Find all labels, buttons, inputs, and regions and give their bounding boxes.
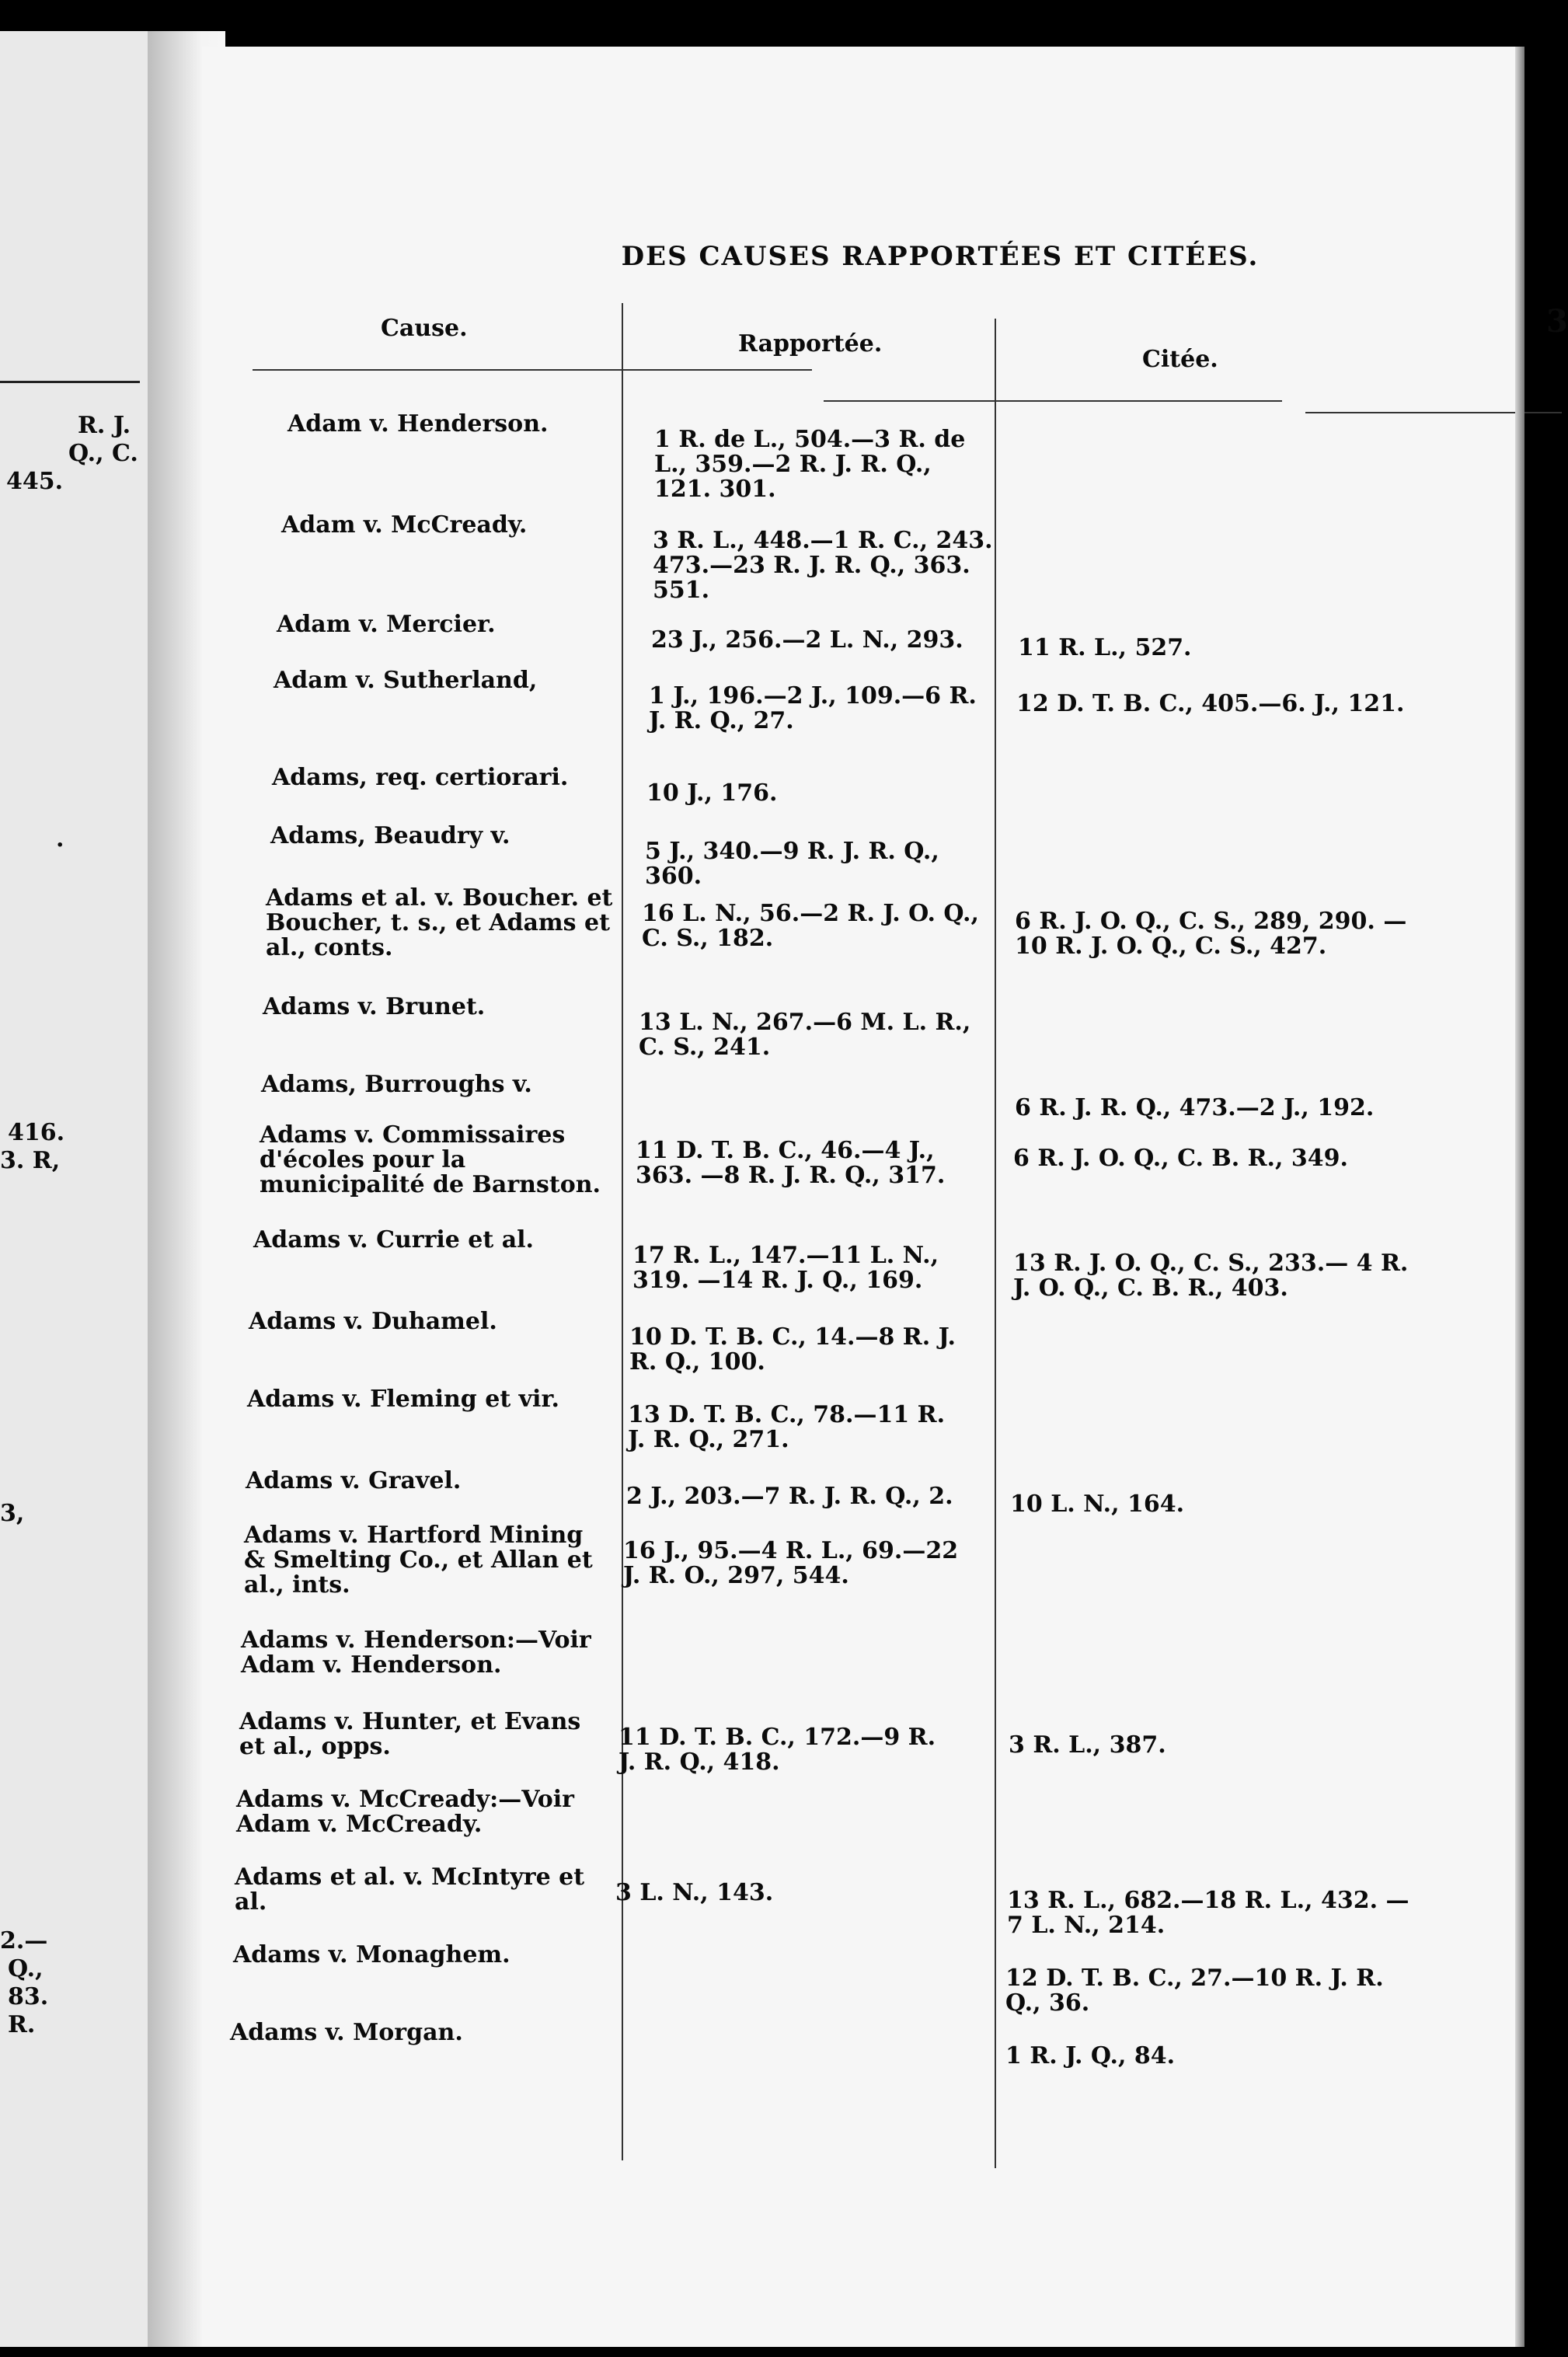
header-rule [253,369,812,371]
previous-page-rule [0,381,140,383]
entry-cause: Adam v. Henderson. [287,410,549,438]
left-fragment: Q., [8,1955,44,1982]
entry-rapportee: 10 J., 176. [646,779,778,807]
left-fragment: 416. [8,1119,65,1146]
left-fragment: 445. [6,468,64,495]
entry-citee: 11 R. L., 527. [1018,634,1192,661]
left-fragment: 83. [8,1983,49,2010]
entry-cause: Adams v. Commissaires d'écoles pour la municipalité de Barnston. [260,1121,601,1198]
left-fragment: R. [8,2011,36,2038]
page-number: 3 [1546,303,1568,340]
column-divider [995,319,996,2168]
entry-cause: Adams v. McCready:—Voir Adam v. McCready. [236,1786,574,1838]
entry-cause: Adams et al. v. McIntyre et al. [235,1864,585,1916]
left-fragment: R. J. [78,412,131,439]
entry-citee: 13 R. J. O. Q., C. S., 233.— 4 R. J. O. Q., C. B. R., 403. [1013,1250,1409,1302]
entry-rapportee: 23 J., 256.—2 L. N., 293. [651,626,963,654]
entry-citee: 6 R. J. O. Q., C. S., 289, 290. —10 R. J. O. Q., C. S., 427. [1015,908,1407,960]
running-head: DES CAUSES RAPPORTÉES ET CITÉES. [621,241,1260,272]
entry-cause: Adams v. Hartford Mining & Smelting Co., et Allan et al., ints. [244,1522,593,1599]
entry-cause: Adams v. Fleming et vir. [247,1386,559,1413]
entry-rapportee: 1 R. de L., 504.—3 R. de L., 359.—2 R. J. R. Q., 121. 301. [654,426,966,503]
page-edge [1515,47,1524,2347]
entry-cause: Adams, Burroughs v. [261,1071,532,1098]
entry-citee: 1 R. J. Q., 84. [1005,2042,1176,2069]
entry-cause: Adams v. Morgan. [230,2019,463,2046]
left-fragment: 2.— [0,1927,48,1954]
entry-citee: 12 D. T. B. C., 405.—6. J., 121. [1016,690,1405,717]
entry-rapportee: 10 D. T. B. C., 14.—8 R. J. R. Q., 100. [629,1323,956,1375]
page [202,47,1568,2347]
entry-citee: 12 D. T. B. C., 27.—10 R. J. R. Q., 36. [1005,1965,1384,2017]
entry-rapportee: 5 J., 340.—9 R. J. R. Q., 360. [645,838,939,890]
entry-rapportee: 16 J., 95.—4 R. L., 69.—22 J. R. O., 297, 544. [623,1537,959,1589]
entry-cause: Adams v. Henderson:—Voir Adam v. Henderson. [241,1627,591,1679]
left-fragment: 3. R, [0,1147,61,1174]
entry-cause: Adam v. Mercier. [277,611,496,638]
entry-cause: Adams v. Gravel. [246,1467,462,1494]
left-fragment: Q., C. [68,440,138,467]
left-fragment: · [56,832,64,859]
entry-cause: Adams, req. certiorari. [272,764,569,791]
entry-rapportee: 16 L. N., 56.—2 R. J. O. Q., C. S., 182. [642,900,979,952]
previous-page-sliver [0,31,148,2347]
header-rule [824,400,1282,402]
entry-rapportee: 1 J., 196.—2 J., 109.—6 R. J. R. Q., 27. [649,682,977,734]
entry-citee: 6 R. J. O. Q., C. B. R., 349. [1013,1145,1348,1172]
entry-cause: Adams v. Monaghem. [233,1941,510,1968]
entry-citee: 10 L. N., 164. [1010,1491,1185,1518]
entry-cause: Adams v. Currie et al. [253,1226,534,1253]
entry-cause: Adams v. Duhamel. [249,1308,497,1335]
entry-rapportee: 2 J., 203.—7 R. J. R. Q., 2. [626,1483,953,1510]
entry-rapportee: 3 L. N., 143. [615,1879,774,1906]
entry-cause: Adams v. Hunter, et Evans et al., opps. [239,1708,581,1760]
entry-citee: 3 R. L., 387. [1009,1731,1166,1759]
entry-rapportee: 13 D. T. B. C., 78.—11 R. J. R. Q., 271. [628,1401,946,1453]
entry-cause: Adams, Beaudry v. [270,822,510,849]
entry-cause: Adams et al. v. Boucher. et Boucher, t. s., et Adams et al., conts. [266,884,613,961]
column-header-rapportee: Rapportée. [738,330,883,357]
column-header-cause: Cause. [381,315,468,342]
entry-rapportee: 11 D. T. B. C., 46.—4 J., 363. —8 R. J. R. Q., 317. [636,1137,946,1189]
entry-rapportee: 13 L. N., 267.—6 M. L. R., C. S., 241. [639,1009,971,1061]
entry-cause: Adam v. Sutherland, [274,667,538,694]
column-header-citee: Citée. [1142,346,1218,373]
entry-citee: 13 R. L., 682.—18 R. L., 432. —7 L. N., 214. [1007,1887,1409,1939]
entry-rapportee: 3 R. L., 448.—1 R. C., 243. 473.—23 R. J. R. Q., 363. 551. [653,527,993,604]
entry-rapportee: 17 R. L., 147.—11 L. N., 319. —14 R. J. Q., 169. [632,1242,939,1294]
entry-cause: Adam v. McCready. [281,511,528,539]
entry-citee: 6 R. J. R. Q., 473.—2 J., 192. [1015,1094,1375,1121]
left-fragment: 3, [0,1500,25,1527]
entry-cause: Adams v. Brunet. [263,993,486,1020]
entry-rapportee: 11 D. T. B. C., 172.—9 R. J. R. Q., 418. [618,1724,936,1776]
